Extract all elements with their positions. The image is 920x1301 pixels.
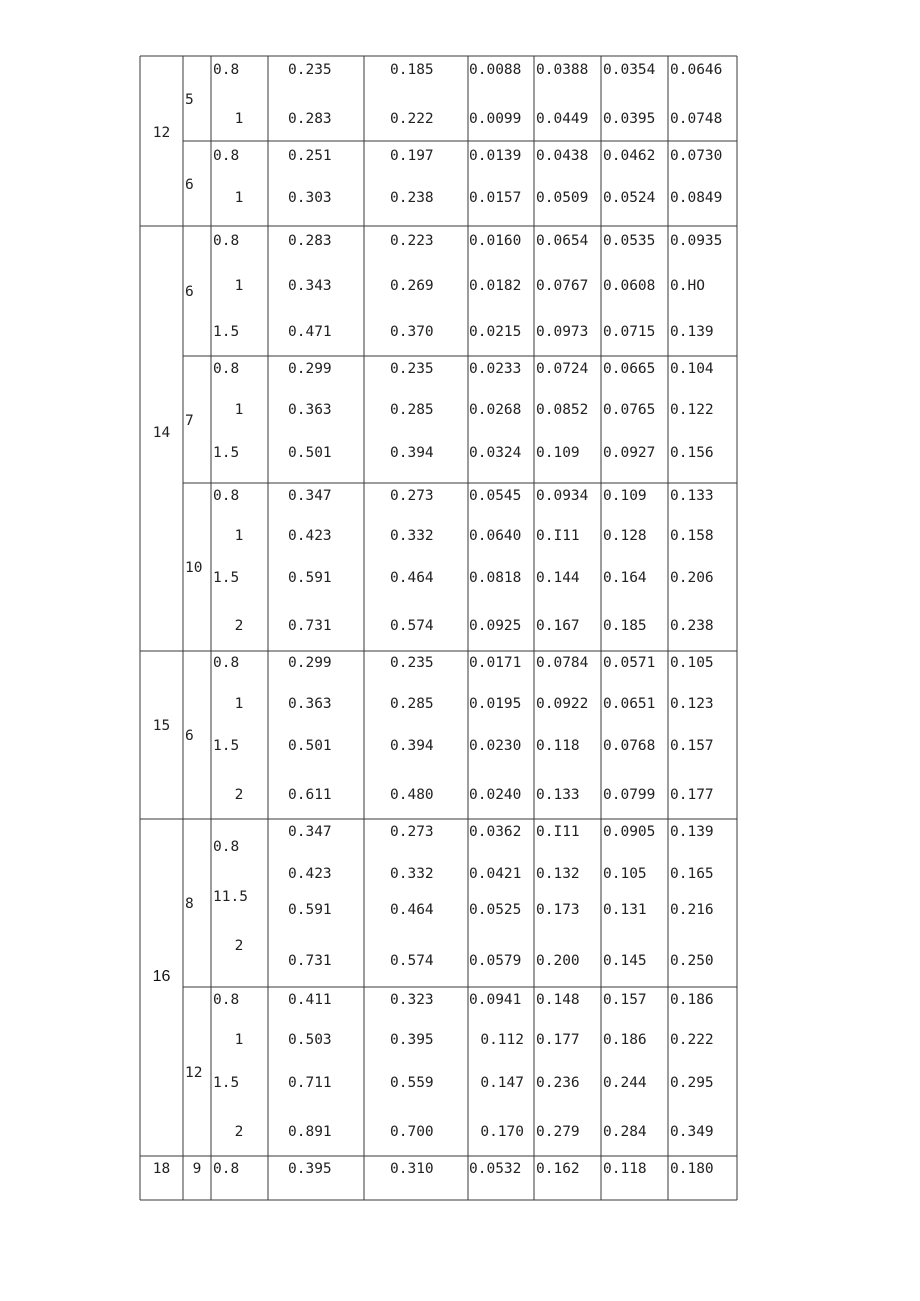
size-cell: 0.8 [213,839,240,855]
value-cell: 0.0608 [603,278,656,294]
value-cell: 0.0784 [536,655,589,671]
value-cell: 0.0799 [603,787,656,803]
size-cell: 1 [234,528,244,544]
value-cell: 0.0765 [603,402,656,418]
value-cell: 0.105 [603,866,647,882]
size-cell: 1 [234,278,244,294]
value-cell: 0.222 [390,111,434,127]
value-cell: 0.0139 [469,148,522,164]
value-cell: 0.0525 [469,902,522,918]
value-cell: 0.157 [603,992,647,1008]
value-cell: 0.0160 [469,233,522,249]
size-cell: 11.5 [213,889,248,905]
value-cell: 0.180 [670,1161,714,1177]
table-grid [140,56,737,1200]
value-cell: 0.0395 [603,111,656,127]
value-cell: 0.236 [536,1075,580,1091]
value-cell: 0.200 [536,953,580,969]
value-cell: 0.0509 [536,190,589,206]
value-cell: 0.0462 [603,148,656,164]
subgroup-label: 6 [185,728,194,744]
value-cell: 0.185 [603,618,647,634]
value-cell: 0.0925 [469,618,522,634]
value-cell: 0.216 [670,902,714,918]
value-cell: 0.0388 [536,62,589,78]
value-cell: 0.250 [670,953,714,969]
size-cell: 2 [234,787,244,803]
value-cell: 0.173 [536,902,580,918]
value-cell: 0.197 [390,148,434,164]
value-cell: 0.0905 [603,824,656,840]
value-cell: 0.273 [390,488,434,504]
value-cell: 0.0240 [469,787,522,803]
value-cell: 0.0665 [603,361,656,377]
value-cell: 0.700 [390,1124,434,1140]
value-cell: 0.109 [603,488,647,504]
group-label: 15 [152,718,171,734]
value-cell: 0.0934 [536,488,589,504]
value-cell: 0.503 [288,1032,332,1048]
value-cell: 0.145 [603,953,647,969]
value-cell: 0.0421 [469,866,522,882]
value-cell: 0.251 [288,148,332,164]
size-cell: 2 [234,1124,244,1140]
value-cell: 0.147 [480,1075,524,1091]
size-cell: 1.5 [213,445,240,461]
value-cell: 0.0182 [469,278,522,294]
value-cell: 0.235 [288,62,332,78]
value-cell: 0.244 [603,1075,647,1091]
table-cells [153,62,723,1177]
subgroup-label: 6 [185,177,194,193]
value-cell: 0.238 [670,618,714,634]
value-cell: 0.471 [288,324,332,340]
value-cell: 0.284 [603,1124,647,1140]
value-cell: 0.295 [670,1075,714,1091]
value-cell: 0.235 [390,655,434,671]
value-cell: 0.363 [288,402,332,418]
value-cell: 0.0545 [469,488,522,504]
value-cell: 0.0852 [536,402,589,418]
value-cell: 0.0767 [536,278,589,294]
value-cell: 0.343 [288,278,332,294]
value-cell: 0.283 [288,233,332,249]
value-cell: 0.109 [536,445,580,461]
value-cell: 0.370 [390,324,434,340]
value-cell: 0.283 [288,111,332,127]
group-label: 12 [152,125,171,141]
size-cell: 1 [234,402,244,418]
size-cell: 0.8 [213,233,240,249]
value-cell: 0.394 [390,445,434,461]
value-cell: 0.0524 [603,190,656,206]
value-cell: 0.0099 [469,111,522,127]
value-cell: 0.559 [390,1075,434,1091]
value-cell: 0.223 [390,233,434,249]
value-cell: 0.423 [288,528,332,544]
value-cell: 0.238 [390,190,434,206]
group-label: 16 [152,968,171,985]
size-cell: 0.8 [213,1161,240,1177]
value-cell: 0.299 [288,655,332,671]
value-cell: 0.0654 [536,233,589,249]
subgroup-label: 12 [185,1065,203,1081]
value-cell: 0.332 [390,866,434,882]
value-cell: 0.299 [288,361,332,377]
value-cell: 0.731 [288,953,332,969]
value-cell: 0.156 [670,445,714,461]
size-cell: 1.5 [213,738,240,754]
size-cell: 0.8 [213,361,240,377]
value-cell: 0.347 [288,824,332,840]
value-cell: 0.104 [670,361,714,377]
value-cell: 0.0927 [603,445,656,461]
value-cell: 0.0532 [469,1161,522,1177]
value-cell: 0.464 [390,902,434,918]
subgroup-label: 7 [185,413,194,429]
value-cell: 0.332 [390,528,434,544]
size-cell: 0.8 [213,488,240,504]
value-cell: 0.347 [288,488,332,504]
value-cell: 0.0818 [469,570,522,586]
value-cell: 0.123 [670,696,714,712]
size-cell: 1.5 [213,324,240,340]
value-cell: 0.395 [390,1032,434,1048]
value-cell: 0.148 [536,992,580,1008]
value-cell: 0.0640 [469,528,522,544]
value-cell: 0.285 [390,696,434,712]
value-cell: 0.0171 [469,655,522,671]
value-cell: 0.112 [480,1032,524,1048]
value-cell: 0.235 [390,361,434,377]
value-cell: 0.0354 [603,62,656,78]
value-cell: 0.0651 [603,696,656,712]
value-cell: 0.0268 [469,402,522,418]
value-cell: 0.0233 [469,361,522,377]
value-cell: 0.177 [536,1032,580,1048]
value-cell: 0.0362 [469,824,522,840]
value-cell: 0.139 [670,324,714,340]
size-cell: 0.8 [213,992,240,1008]
size-cell: 1.5 [213,1075,240,1091]
size-cell: 1 [234,111,244,127]
value-cell: 0.HO [670,278,705,294]
value-cell: 0.206 [670,570,714,586]
value-cell: 0.0922 [536,696,589,712]
value-cell: 0.0324 [469,445,522,461]
size-cell: 1 [234,1032,244,1048]
value-cell: 0.0157 [469,190,522,206]
value-cell: 0.363 [288,696,332,712]
value-cell: 0.0571 [603,655,656,671]
value-cell: 0.118 [603,1161,647,1177]
value-cell: 0.157 [670,738,714,754]
subgroup-label: 5 [185,92,194,108]
size-cell: 0.8 [213,62,240,78]
size-cell: 2 [234,938,244,954]
size-cell: 2 [234,618,244,634]
value-cell: 0.0215 [469,324,522,340]
subgroup-label: 10 [185,560,203,576]
value-cell: 0.891 [288,1124,332,1140]
value-cell: 0.423 [288,866,332,882]
value-cell: 0.0748 [670,111,723,127]
value-cell: 0.0535 [603,233,656,249]
value-cell: 0.591 [288,570,332,586]
value-cell: 0.177 [670,787,714,803]
value-cell: 0.186 [603,1032,647,1048]
value-cell: 0.303 [288,190,332,206]
value-cell: 0.411 [288,992,332,1008]
value-cell: 0.133 [670,488,714,504]
value-cell: 0.0438 [536,148,589,164]
value-cell: 0.139 [670,824,714,840]
value-cell: 0.105 [670,655,714,671]
value-cell: 0.574 [390,953,434,969]
value-cell: 0.170 [480,1124,524,1140]
value-cell: 0.611 [288,787,332,803]
value-cell: 0.273 [390,824,434,840]
value-cell: 0.185 [390,62,434,78]
value-cell: 0.I11 [536,824,580,840]
value-cell: 0.158 [670,528,714,544]
value-cell: 0.0715 [603,324,656,340]
value-cell: 0.167 [536,618,580,634]
value-cell: 0.0768 [603,738,656,754]
value-cell: 0.0849 [670,190,723,206]
value-cell: 0.731 [288,618,332,634]
value-cell: 0.0724 [536,361,589,377]
value-cell: 0.162 [536,1161,580,1177]
value-cell: 0.222 [670,1032,714,1048]
value-cell: 0.501 [288,445,332,461]
value-cell: 0.I11 [536,528,580,544]
value-cell: 0.711 [288,1075,332,1091]
size-cell: 1.5 [213,570,240,586]
value-cell: 0.349 [670,1124,714,1140]
value-cell: 0.0646 [670,62,723,78]
value-cell: 0.122 [670,402,714,418]
subgroup-label: 8 [185,896,194,912]
subgroup-label: 6 [185,284,194,300]
value-cell: 0.0935 [670,233,723,249]
value-cell: 0.394 [390,738,434,754]
value-cell: 0.0579 [469,953,522,969]
value-cell: 0.133 [536,787,580,803]
value-cell: 0.310 [390,1161,434,1177]
value-cell: 0.323 [390,992,434,1008]
value-cell: 0.574 [390,618,434,634]
size-cell: 0.8 [213,148,240,164]
value-cell: 0.0941 [469,992,522,1008]
group-label: 18 [152,1161,171,1177]
value-cell: 0.0230 [469,738,522,754]
value-cell: 0.0088 [469,62,522,78]
value-cell: 0.501 [288,738,332,754]
size-cell: 0.8 [213,655,240,671]
group-label: 14 [152,425,171,441]
subgroup-label: 9 [192,1161,202,1177]
value-cell: 0.591 [288,902,332,918]
value-cell: 0.480 [390,787,434,803]
value-cell: 0.269 [390,278,434,294]
value-cell: 0.464 [390,570,434,586]
value-cell: 0.0973 [536,324,589,340]
value-cell: 0.144 [536,570,580,586]
value-cell: 0.164 [603,570,647,586]
value-cell: 0.395 [288,1161,332,1177]
value-cell: 0.118 [536,738,580,754]
value-cell: 0.132 [536,866,580,882]
value-cell: 0.128 [603,528,647,544]
value-cell: 0.165 [670,866,714,882]
value-cell: 0.0449 [536,111,589,127]
size-cell: 1 [234,696,244,712]
size-cell: 1 [234,190,244,206]
value-cell: 0.131 [603,902,647,918]
value-cell: 0.186 [670,992,714,1008]
value-cell: 0.285 [390,402,434,418]
value-cell: 0.279 [536,1124,580,1140]
value-cell: 0.0730 [670,148,723,164]
value-cell: 0.0195 [469,696,522,712]
